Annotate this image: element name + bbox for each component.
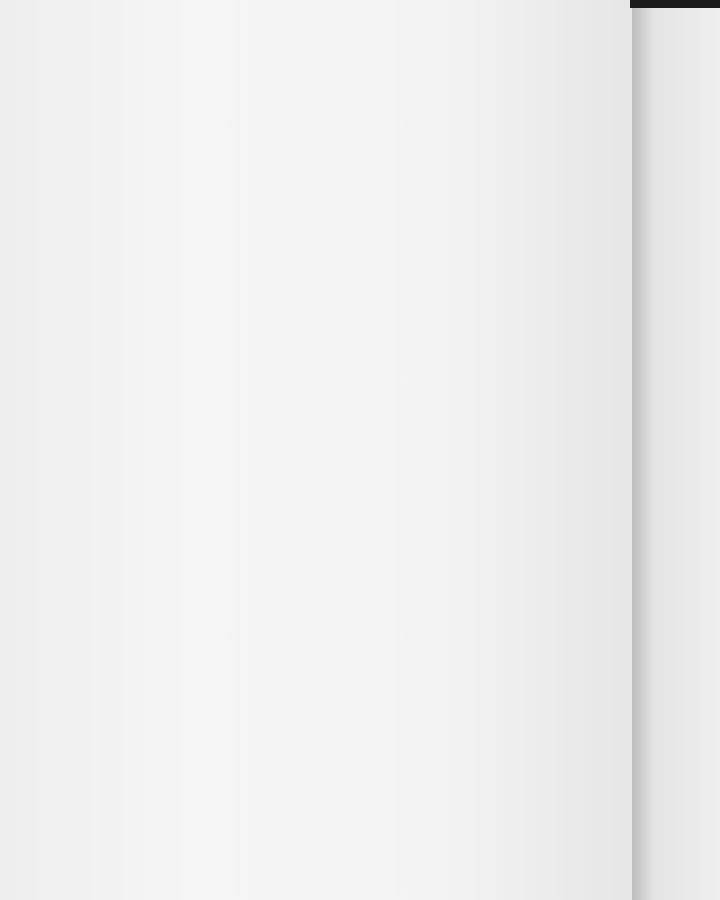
facing-page-edge xyxy=(632,0,720,900)
continued-entries xyxy=(58,42,618,58)
dark-object-edge xyxy=(630,0,720,8)
table-of-contents xyxy=(58,42,618,58)
chapter-list xyxy=(58,42,618,58)
